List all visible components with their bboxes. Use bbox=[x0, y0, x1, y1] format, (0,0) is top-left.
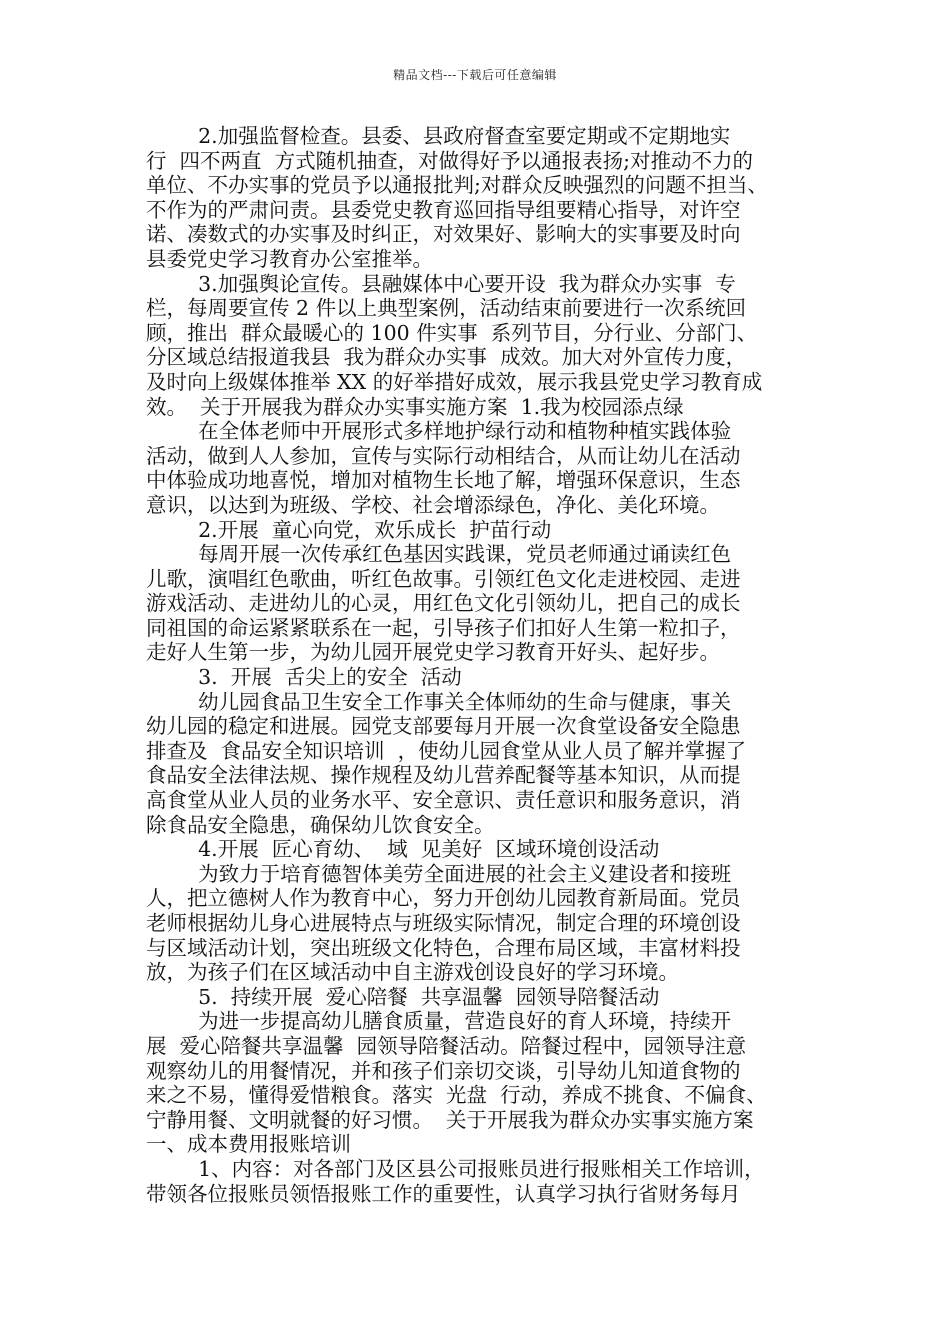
text-line: 观察幼儿的用餐情况，并和孩子们亲切交谈，引导幼儿知道食物的 bbox=[146, 1058, 741, 1083]
text-line: 每周开展一次传承红色基因实践课，党员老师通过诵读红色 bbox=[146, 542, 732, 567]
text-line: 高食堂从业人员的业务水平、安全意识、责任意识和服务意识，消 bbox=[146, 788, 741, 813]
text-line: 5. 持续开展 爱心陪餐 共享温馨 园领导陪餐活动 bbox=[146, 984, 660, 1009]
text-line: 老师根据幼儿身心进展特点与班级实际情况，制定合理的环境创设 bbox=[146, 911, 741, 935]
text-line: 食品安全法律法规、操作规程及幼儿营养配餐等基本知识，从而提 bbox=[146, 763, 741, 788]
text-line: 2.加强监督检查。县委、县政府督查室要定期或不定期地实 bbox=[146, 124, 731, 148]
text-line: 效。 关于开展我为群众办实事实施方案 1.我为校园添点绿 bbox=[146, 394, 684, 419]
text-line: 来之不易，懂得爱惜粮食。落实 光盘 行动，养成不挑食、不偏食、 bbox=[146, 1083, 767, 1108]
text-line: 走好人生第一步，为幼儿园开展党史学习教育开好头、起好步。 bbox=[146, 640, 720, 665]
text-line: 2.开展 童心向党，欢乐成长 护苗行动 bbox=[146, 517, 552, 542]
text-line: 同祖国的命运紧紧联系在一起，引导孩子们扣好人生第一粒扣子， bbox=[146, 615, 741, 640]
text-line: 幼儿园食品卫生安全工作事关全体师幼的生命与健康，事关 bbox=[146, 689, 732, 714]
text-line: 除食品安全隐患，确保幼儿饮食安全。 bbox=[146, 812, 495, 837]
text-line: 意识，以达到为班级、学校、社会增添绿色，净化、美化环境。 bbox=[146, 492, 720, 517]
text-line: 展 爱心陪餐共享温馨 园领导陪餐活动。陪餐过程中，园领导注意 bbox=[146, 1033, 747, 1058]
text-line: 幼儿园的稳定和进展。园党支部要每月开展一次食堂设备安全隐患 bbox=[146, 714, 741, 739]
text-line: 与区域活动计划，突出班级文化特色，合理布局区域，丰富材料投 bbox=[146, 935, 741, 960]
text-line: 排查及 食品安全知识培训 ，使幼儿园食堂从业人员了解并掌握了 bbox=[146, 738, 747, 763]
text-line: 县委党史学习教育办公室推举。 bbox=[146, 246, 433, 271]
text-line: 儿歌，演唱红色歌曲，听红色故事。引领红色文化走进校园、走进 bbox=[146, 566, 741, 591]
text-line: 顾，推出 群众最暖心的 100 件实事 系列节目，分行业、分部门、 bbox=[146, 320, 758, 345]
text-line: 为致力于培育德智体美劳全面进展的社会主义建设者和接班 bbox=[146, 861, 732, 886]
text-line: 活动，做到人人参加，宣传与实际行动相结合，从而让幼儿在活动 bbox=[146, 443, 741, 468]
text-line: 3.加强舆论宣传。县融媒体中心要开设 我为群众办实事 专 bbox=[146, 271, 736, 296]
text-line: 带领各位报账员领悟报账工作的重要性，认真学习执行省财务每月 bbox=[146, 1181, 741, 1206]
text-line: 人，把立德树人作为教育中心，努力开创幼儿园教育新局面。党员 bbox=[146, 886, 741, 911]
text-line: 游戏活动、走进幼儿的心灵，用红色文化引领幼儿，把自己的成长 bbox=[146, 591, 741, 616]
document-body bbox=[146, 124, 814, 1206]
text-line: 放，为孩子们在区域活动中自主游戏创设良好的学习环境。 bbox=[146, 960, 679, 985]
page-header: 精品文档---下载后可任意编辑 bbox=[393, 68, 557, 82]
text-line: 不作为的严肃问责。县委党史教育巡回指导组要精心指导，对许空 bbox=[146, 197, 741, 222]
text-line: 中体验成功地喜悦，增加对植物生长地了解，增强环保意识，生态 bbox=[146, 468, 741, 493]
text-line: 宁静用餐、文明就餐的好习惯。 关于开展我为群众办实事实施方案 bbox=[146, 1107, 754, 1132]
text-line: 单位、不办实事的党员予以通报批判;对群众反映强烈的问题不担当、 bbox=[146, 173, 768, 198]
text-line: 及时向上级媒体推举 XX 的好举措好成效，展示我县党史学习教育成 bbox=[146, 369, 763, 394]
text-line: 4.开展 匠心育幼、 域 见美好 区域环境创设活动 bbox=[146, 837, 660, 862]
text-line: 行 四不两直 方式随机抽查，对做得好予以通报表扬;对推动不力的 bbox=[146, 148, 753, 173]
text-line: 为进一步提高幼儿膳食质量，营造良好的育人环境，持续开 bbox=[146, 1009, 732, 1034]
text-line: 在全体老师中开展形式多样地护绿行动和植物种植实践体验 bbox=[146, 419, 732, 444]
text-line: 栏，每周要宣传 2 件以上典型案例，活动结束前要进行一次系统回 bbox=[146, 296, 747, 321]
text-line: 3. 开展 舌尖上的安全 活动 bbox=[146, 665, 462, 690]
text-line: 1、内容：对各部门及区县公司报账员进行报账相关工作培训， bbox=[146, 1156, 765, 1181]
text-line: 诺、凑数式的办实事及时纠正，对效果好、影响大的实事要及时向 bbox=[146, 222, 741, 247]
text-line: 一、成本费用报账培训 bbox=[146, 1132, 351, 1157]
text-line: 分区域总结报道我县 我为群众办实事 成效。加大对外宣传力度， bbox=[146, 345, 747, 370]
